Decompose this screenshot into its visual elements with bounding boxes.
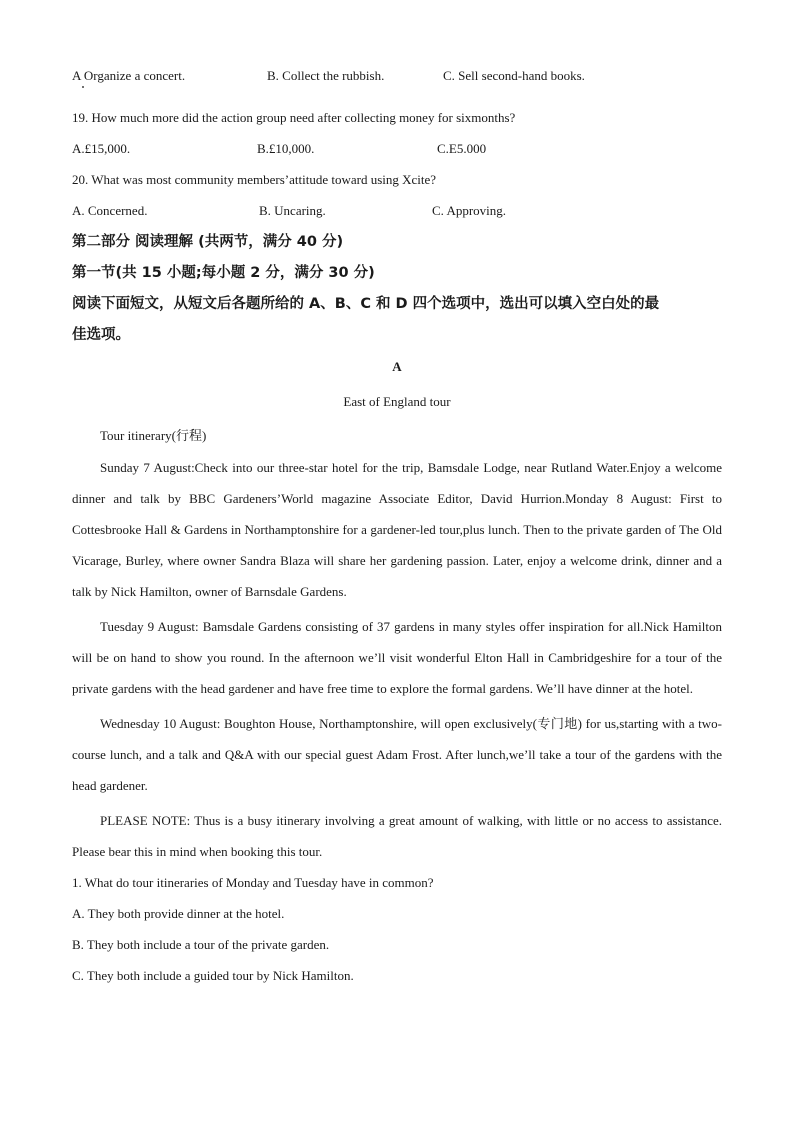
- q1-question: 1. What do tour itineraries of Monday and Tuesday have in common?: [72, 875, 434, 890]
- exam-page: [72, 64, 722, 986]
- q20-option-a: A. Concerned.: [72, 203, 148, 218]
- q20-option-b: B. Uncaring.: [259, 203, 326, 218]
- passage-paragraph-2: Tuesday 9 August: Bamsdale Gardens consisting of 37 gardens in many styles offer inspiration for all.Nick Hamilton will be on hand to show you round. In the afternoon we’ll visit wonderful Elton Hall in Cambridgeshire for a tour of the private gardens with the head gardener and have free time to explore the formal gardens. We’ll have dinner at the hotel.: [72, 619, 722, 696]
- passage-subtitle: Tour itinerary(行程): [100, 428, 207, 443]
- instruction-line-1: 阅读下面短文，从短文后各题所给的 A、B、C 和 D 四个选项中，选出可以填入空白处的最: [72, 296, 660, 312]
- q18-options: [72, 66, 722, 86]
- q1-option-b: B. They both include a tour of the private garden.: [72, 937, 330, 952]
- section-title: 第一节(共 15 小题;每小题 2 分，满分 30 分): [72, 265, 375, 281]
- part-title: 第二部分 阅读理解 (共两节，满分 40 分): [72, 234, 344, 250]
- passage-letter: A: [392, 359, 402, 374]
- q1-option-a: A. They both provide dinner at the hotel.: [72, 906, 285, 921]
- passage-paragraph-3: Wednesday 10 August: Boughton House, Northamptonshire, will open exclusively(专门地) for us,starting with a two- course lunch, and a talk and Q&A with our special guest Adam Frost. After lunch,we’ll take a tour of the gardens with the head gardener.: [72, 716, 722, 793]
- passage-paragraph-4: PLEASE NOTE: Thus is a busy itinerary involving a great amount of walking, with little or no access to assistance. Please bear this in mind when booking this tour.: [72, 813, 722, 859]
- q18-option-b: B. Collect the rubbish.: [267, 68, 385, 83]
- q18-option-a: A Organize a concert.: [72, 68, 186, 83]
- q19-options: [72, 139, 722, 159]
- q19-option-a: A.£15,000.: [72, 141, 131, 156]
- q18-option-c: C. Sell second-hand books.: [443, 68, 585, 83]
- q20-question: 20. What was most community members’attitude toward using Xcite?: [72, 172, 437, 187]
- q20-options: [72, 201, 722, 221]
- passage-title: East of England tour: [343, 394, 451, 409]
- q19-option-b: B.£10,000.: [257, 141, 315, 156]
- q1-option-c: C. They both include a guided tour by Nick Hamilton.: [72, 968, 354, 983]
- instruction-line-2: 佳选项。: [72, 327, 130, 343]
- q19-question: 19. How much more did the action group need after collecting money for sixmonths?: [72, 110, 516, 125]
- q20-option-c: C. Approving.: [432, 203, 507, 218]
- q19-option-c: C.E5.000: [437, 141, 487, 156]
- passage-paragraph-1: Sunday 7 August:Check into our three-star hotel for the trip, Bamsdale Lodge, near Rutland Water.Enjoy a welcome dinner and talk by BBC Gardeners’World magazine Associate Editor, David Hurrion.Monday 8 August: First to Cottesbrooke Hall & Gardens in Northamptonshire for a gardener-led tour,plus lunch. Then to the private garden of The Old Vicarage, Burley, where owner Sandra Blaza will share her gardening passion. Later, enjoy a welcome drink, dinner and a talk by Nick Hamilton, owner of Barnsdale Gardens.: [72, 460, 722, 599]
